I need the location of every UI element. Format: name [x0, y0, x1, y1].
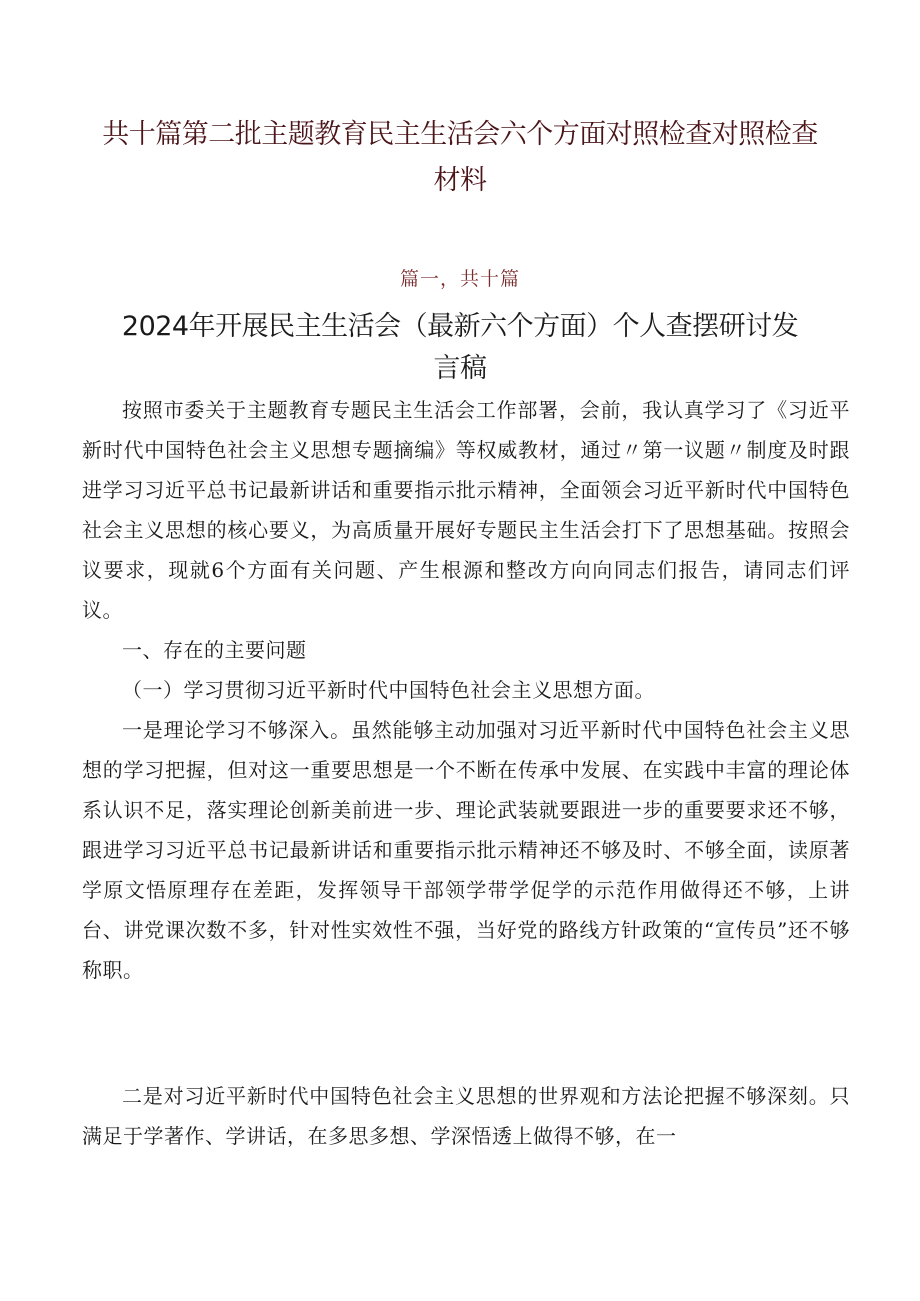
body-paragraph: 二是对习近平新时代中国特色社会主义思想的世界观和方法论把握不够深刻。只满足于学著作、学讲话，在多思多想、学深悟透上做得不够，在一	[82, 1084, 850, 1148]
section-label: 篇一，共十篇	[399, 268, 520, 290]
subsection-heading: （一）学习贯彻习近平新时代中国特色社会主义思想方面。	[122, 678, 655, 702]
intro-paragraph: 按照市委关于主题教育专题民主生活会工作部署，会前，我认真学习了《习近平新时代中国特色社会主义思想专题摘编》等权威教材，通过〃第一议题〃制度及时跟进学习习近平总书记最新讲话和重要指示批示精神，全面领会习近平新时代中国特色社会主义思想的核心要义，为高质量开展好专题民主生活会打下了思想基础。按照会议要求，现就6个方面有关问题、产生根源和整改方向向同志们报告，请同志们评议。	[82, 398, 850, 622]
body-paragraph: 一是理论学习不够深入。虽然能够主动加强对习近平新时代中国特色社会主义思想的学习把握，但对这一重要思想是一个不断在传承中发展、在实践中丰富的理论体系认识不足，落实理论创新美前进一步、理论武装就要跟进一步的重要要求还不够，跟进学习习近平总书记最新讲话和重要指示批示精神还不够及时、不够全面，读原著学原文悟原理存在差距，发挥领导干部领学带学促学的示范作用做得还不够，上讲台、讲党课次数不多，针对性实效性不强，当好党的路线方针政策的“宣传员”还不够称职。	[82, 718, 850, 982]
document-body	[82, 390, 850, 990]
speech-subtitle: 2024年开展民主生活会（最新六个方面）个人查摆研讨发言稿	[121, 311, 799, 384]
document-body-continued	[82, 1076, 850, 1156]
document-title: 共十篇第二批主题教育民主生活会六个方面对照检查对照检查材料	[102, 119, 818, 196]
section-heading: 一、存在的主要问题	[122, 638, 307, 662]
